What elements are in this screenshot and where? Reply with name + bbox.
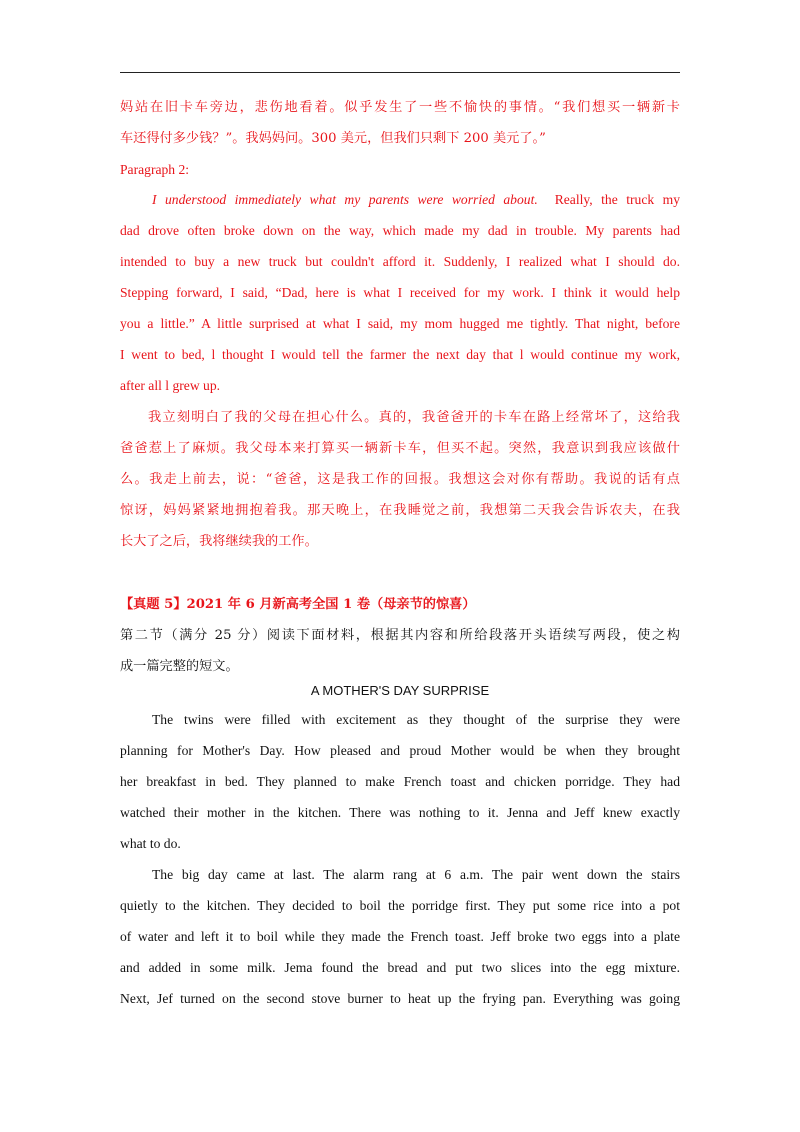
text-line: I went to bed, l thought I would tell the farmer the next day that l would continue my work, bbox=[120, 347, 680, 362]
text-line: and added in some milk. Jema found the bread and put two slices into the egg mixture. bbox=[120, 960, 680, 975]
text-line: quietly to the kitchen. They decided to boil the porridge first. They put some rice into a pot bbox=[120, 898, 680, 913]
heading-text: 【真题 5】2021 年 6 月新高考全国 1 卷（母亲节的惊喜） bbox=[120, 597, 476, 612]
text-line: 我立刻明白了我的父母在担心什么。真的，我爸爸开的卡车在路上经常坏了，这给我 bbox=[148, 410, 680, 425]
italic-opening: I understood immediately what my parents were worried about. bbox=[152, 192, 538, 207]
text-line: 第二节（满分 25 分）阅读下面材料，根据其内容和所给段落开头语续写两段，使之构 bbox=[120, 628, 680, 643]
text-line: planning for Mother's Day. How pleased and proud Mother would be when they brought bbox=[120, 743, 680, 758]
text-line: 么。我走上前去，说：“爸爸，这是我工作的回报。我想这会对你有帮助。我说的话有点 bbox=[120, 472, 680, 487]
text-line: Next, Jef turned on the second stove burner to heat up the frying pan. Everything was going bbox=[120, 991, 680, 1006]
section-heading bbox=[120, 589, 680, 620]
text-line: after all l grew up. bbox=[120, 378, 221, 393]
instructions bbox=[120, 620, 680, 682]
text-line: what to do. bbox=[120, 836, 181, 851]
en-paragraph bbox=[120, 184, 680, 401]
story-paragraph-2 bbox=[120, 859, 680, 1014]
story-paragraph-1 bbox=[120, 704, 680, 859]
text-line: her breakfast in bed. They planned to make French toast and chicken porridge. They had bbox=[120, 774, 680, 789]
text-line: Stepping forward, I said, “Dad, here is what I received for my work. I think it would help bbox=[120, 285, 680, 300]
text-line: 妈站在旧卡车旁边，悲伤地看着。似乎发生了一些不愉快的事情。“我们想买一辆新卡 bbox=[120, 100, 680, 115]
text-line: watched their mother in the kitchen. There was nothing to it. Jenna and Jeff knew exactly bbox=[120, 805, 680, 820]
text-line: 爸爸惹上了麻烦。我父母本来打算买一辆新卡车，但买不起。突然，我意识到我应该做什 bbox=[120, 441, 680, 456]
story-title bbox=[120, 675, 680, 706]
label-text: Paragraph 2: bbox=[120, 162, 190, 177]
text-line bbox=[120, 184, 680, 215]
title-text: A MOTHER'S DAY SURPRISE bbox=[310, 683, 490, 698]
text-line: The twins were filled with excitement as they thought of the surprise they were bbox=[152, 712, 680, 727]
text-line: you a little.” A little surprised at what I said, my mom hugged me tightly. That night, before bbox=[120, 316, 680, 331]
text-line: of water and left it to boil while they made the French toast. Jeff broke two eggs into a plate bbox=[120, 929, 680, 944]
header-rule bbox=[120, 72, 680, 73]
cn-translation-paragraph bbox=[120, 402, 680, 557]
cn-paragraph-top bbox=[120, 92, 680, 154]
text-line: The big day came at last. The alarm rang at 6 a.m. The pair went down the stairs bbox=[152, 867, 680, 882]
text-segment: Really, the truck my bbox=[554, 192, 680, 207]
text-line: 车还得付多少钱？”。我妈妈问。300 美元，但我们只剩下 200 美元了。” bbox=[120, 131, 546, 146]
text-line: intended to buy a new truck but couldn't afford it. Suddenly, I realized what I should do. bbox=[120, 254, 680, 269]
text-line: 惊讶，妈妈紧紧地拥抱着我。那天晚上，在我睡觉之前，我想第二天我会告诉农夫，在我 bbox=[120, 503, 680, 518]
text-line: 长大了之后，我将继续我的工作。 bbox=[120, 534, 318, 549]
text-line: dad drove often broke down on the way, which made my dad in trouble. My parents had bbox=[120, 223, 680, 238]
text-line: 成一篇完整的短文。 bbox=[120, 659, 239, 674]
paragraph-2-label bbox=[120, 154, 680, 185]
